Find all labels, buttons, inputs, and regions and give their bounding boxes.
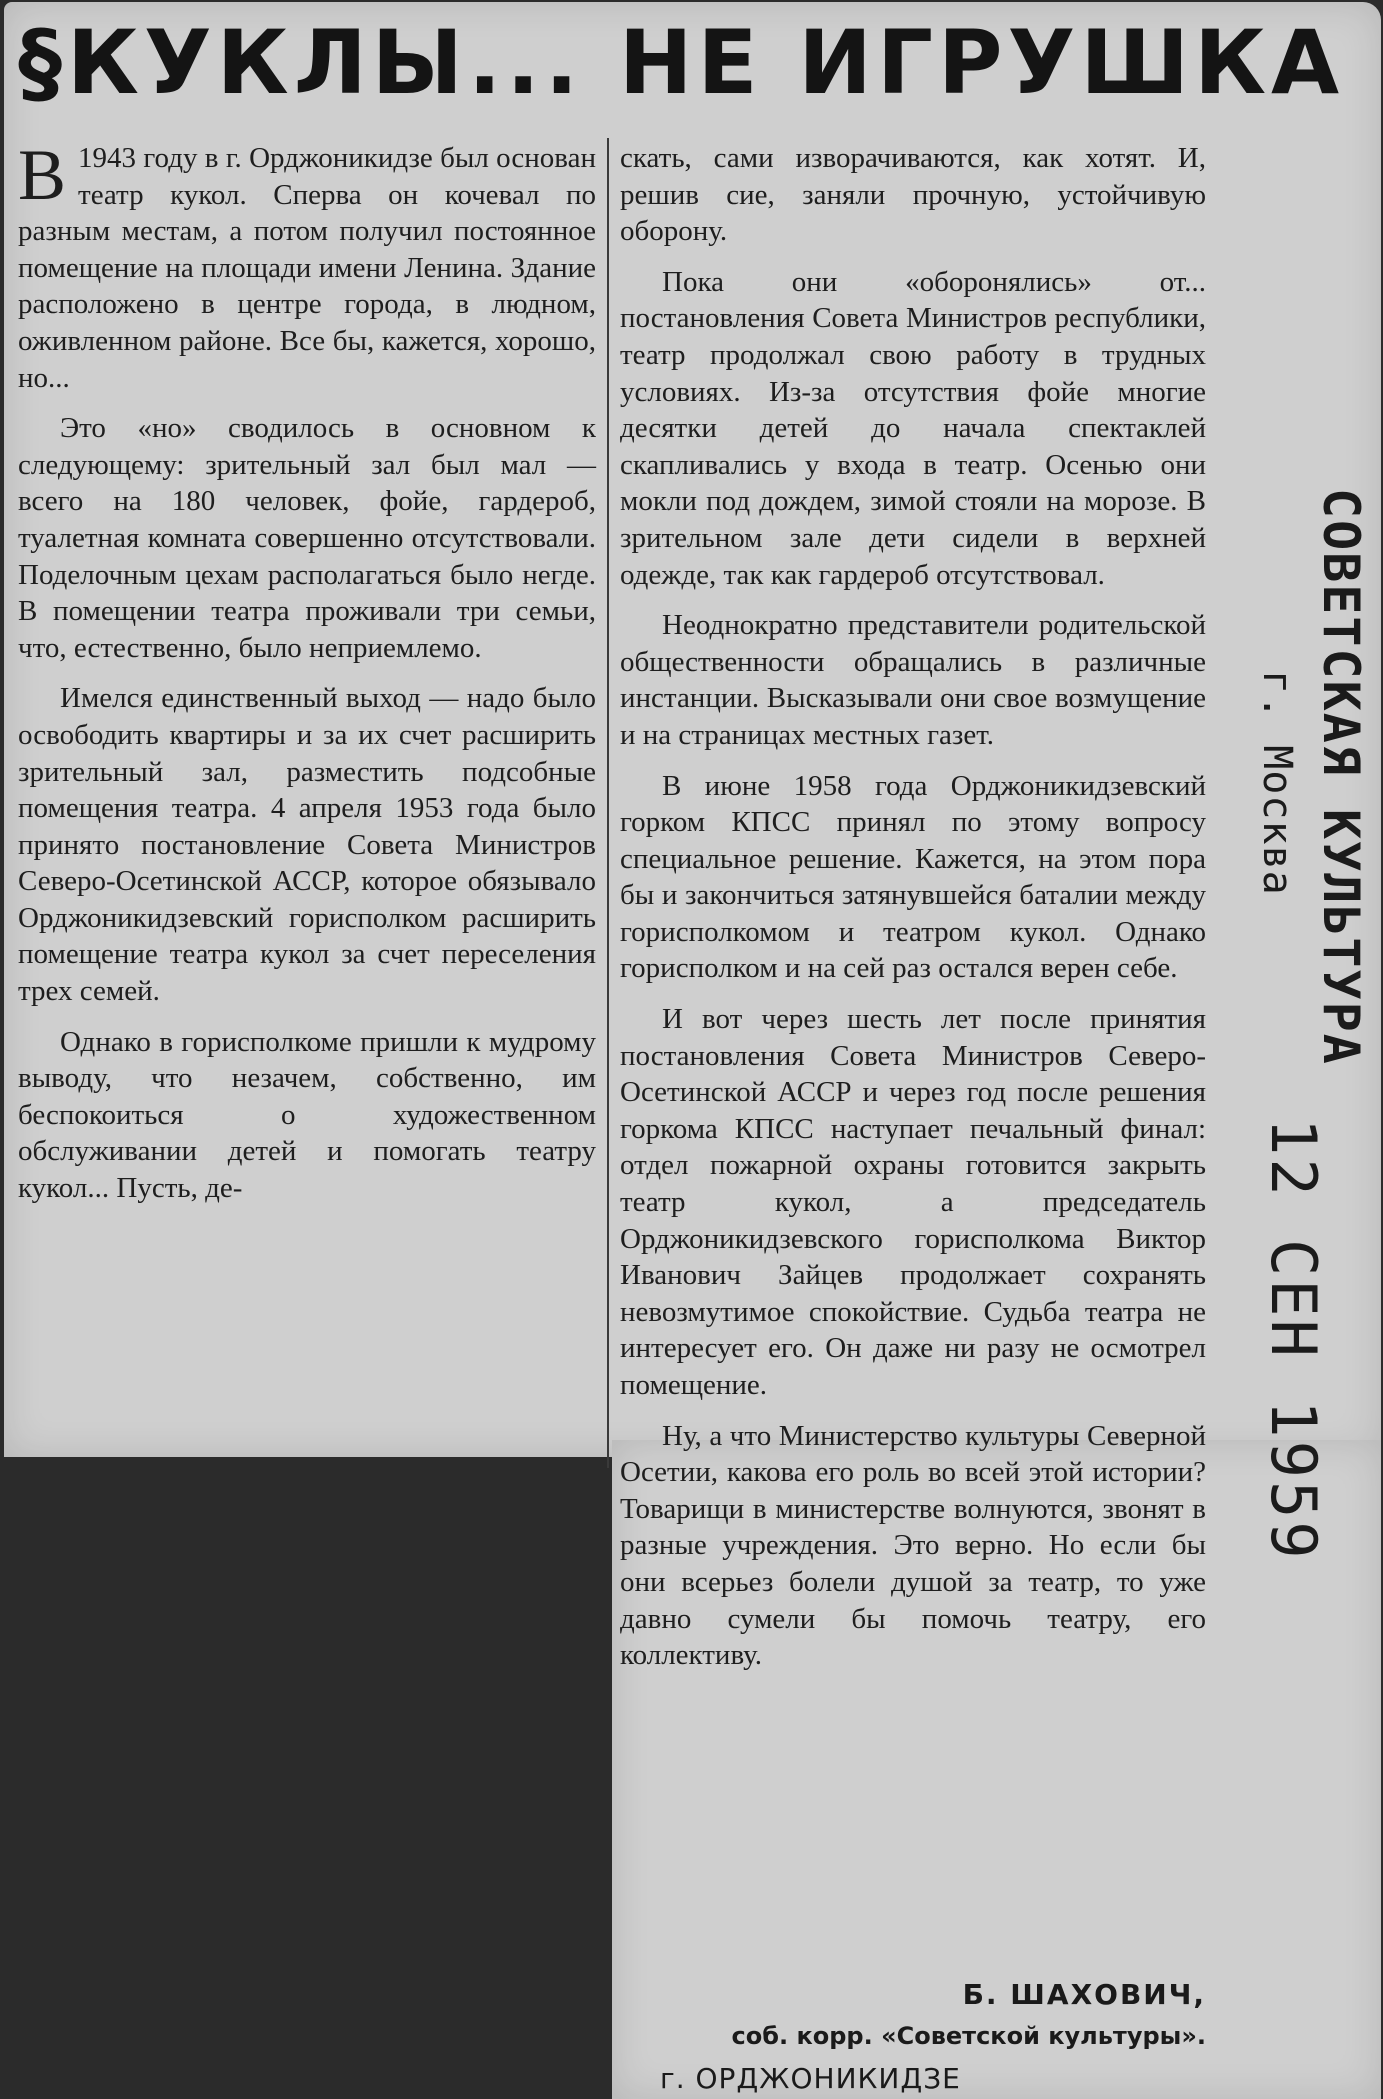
article-column-left <box>18 135 596 1221</box>
author-role: соб. корр. «Советской культуры». <box>731 2022 1206 2050</box>
paragraph-1: В 1943 году в г. Орджоникидзе был основан театр кукол. Сперва он кочевал по разным местам, а потом получил постоянное помещение на площади имени Ленина. Здание расположено в центре города, в людном, оживленном районе. Все бы, кажется, хорошо, но... <box>18 135 596 394</box>
column-divider <box>607 138 609 1468</box>
paragraph-3: Имелся единственный выход — надо было освободить квартиры и за их счет расширить зрительный зал, разместить подсобные помещения театра. 4 апреля 1953 года было принято постановление Совета Министров Северо-Осетинской АССР, которое обязывало Орджоникидзевский горисполком расширить помещение театра кукол за счет переселения трех семей. <box>18 682 596 1008</box>
stamp-city: г. Москва <box>1254 670 1300 896</box>
paragraph-4: Однако в горисполкоме пришли к мудрому выводу, что незачем, собственно, им беспокоиться о художественном обслуживании детей и помогать театру кукол... Пусть, де- <box>18 1025 596 1205</box>
dateline-place: г. ОРДЖОНИКИДЗЕ <box>660 2062 961 2095</box>
paragraph-7: Неоднократно представители родительской общественности обращались в различные инстанции. Высказывали они свое возмущение и на страницах местных газет. <box>620 609 1206 751</box>
article-column-right <box>620 140 1206 1688</box>
paragraph-9: И вот через шесть лет после принятия постановления Совета Министров Северо-Осетинской АССР и через год после решения горкома КПСС наступает печальный финал: отдел пожарной охраны готовится закрыть театр кукол, а председатель Орджоникидзевского горисполкома Виктор Иванович Зайцев продолжает сохранять невозмутимое спокойствие. Судьба театра не интересует его. Он даже ни разу не осмотрел помещение. <box>620 1003 1206 1401</box>
paragraph-6: Пока они «оборонялись» от... постановления Совета Министров республики, театр продолжал свою работу в трудных условиях. Из-за отсутствия фойе многие десятки детей до начала спектаклей скапливались у входа в театр. Осенью они мокли под дождем, зимой стояли на морозе. В зрительном зале дети сидели в верхней одежде, так как гардероб отсутствовал. <box>620 265 1206 591</box>
headline: §КУКЛЫ... НЕ ИГРУШКА <box>18 11 1345 114</box>
author-name: Б. ШАХОВИЧ, <box>962 1978 1206 2011</box>
stamp-newspaper-name: СОВЕТСКАЯ КУЛЬТУРА <box>1312 488 1370 1066</box>
paragraph-10: Ну, а что Министерство культуры Северной Осетии, какова его роль во всей этой истории? Товарищи в министерстве волнуются, звонят в разные учреждения. Это верно. Но если бы они всерьез болели душой за театр, то уже давно сумели бы помочь театру, его коллективу. <box>620 1419 1206 1672</box>
paragraph-5: скать, сами изворачиваются, как хотят. И, решив сие, заняли прочную, устойчивую оборону. <box>620 142 1206 248</box>
paragraph-8: В июне 1958 года Орджоникидзевский горком КПСС принял по этому вопросу специальное решение. Кажется, на этом пора бы и закончиться затянувшейся баталии между горисполкомом и театром кукол. Однако горисполком и на сей раз остался верен себе. <box>620 769 1206 985</box>
stamp-date: 12 СЕН 1959 <box>1257 1118 1330 1562</box>
paragraph-2: Это «но» сводилось в основном к следующему: зрительный зал был мал — всего на 180 человек, фойе, гардероб, туалетная комната совершенно отсутствовали. Поделочным цехам располагаться было негде. В помещении театра проживали три семьи, что, естественно, было неприемлемо. <box>18 412 596 664</box>
dropcap: В <box>18 135 67 215</box>
